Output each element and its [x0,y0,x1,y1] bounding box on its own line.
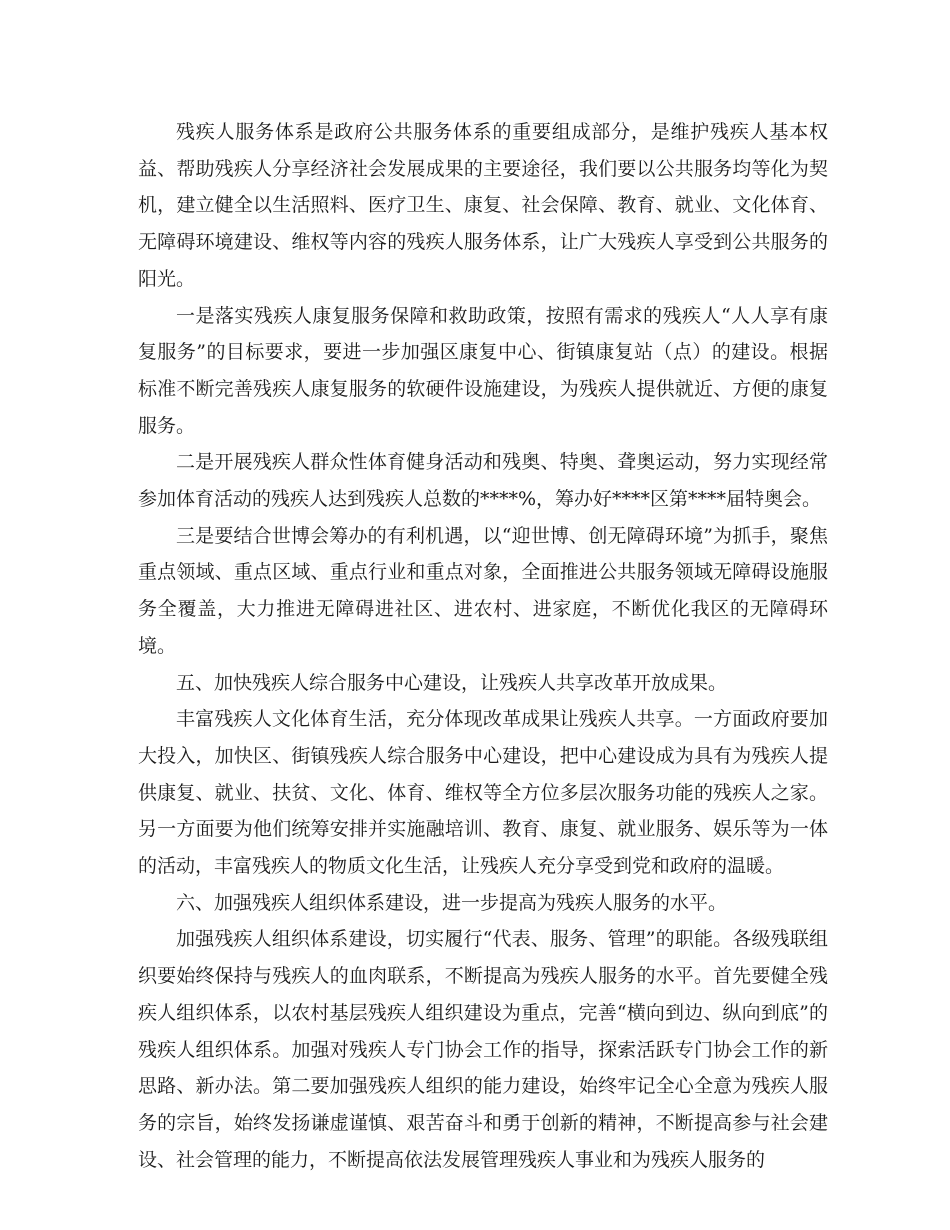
paragraph-accessibility: 三是要结合世博会筹办的有利机遇，以“迎世博、创无障碍环境”为抓手，聚焦重点领域、重点区域、重点行业和重点对象，全面推进公共服务领域无障碍设施服务全覆盖，大力推进无障碍进社区、进农村、进家庭，不断优化我区的无障碍环境。 [138,524,828,657]
paragraph-rehabilitation: 一是落实残疾人康复服务保障和救助政策，按照有需求的残疾人“人人享有康复服务”的目标要求，要进一步加强区康复中心、街镇康复站（点）的建设。根据标准不断完善残疾人康复服务的软硬件设施建设，为残疾人提供就近、方便的康复服务。 [138,304,828,437]
section-heading-five: 五、加快残疾人综合服务中心建设，让残疾人共享改革开放成果。 [176,671,728,694]
section-heading-six: 六、加强残疾人组织体系建设，进一步提高为残疾人服务的水平。 [176,891,728,914]
document-body [138,114,828,1178]
paragraph-service-center: 丰富残疾人文化体育生活，充分体现改革成果让残疾人共享。一方面政府要加大投入，加快区、街镇残疾人综合服务中心建设，把中心建设成为具有为残疾人提供康复、就业、扶贫、文化、体育、维权等全方位多层次服务功能的残疾人之家。另一方面要为他们统筹安排并实施融培训、教育、康复、就业服务、娱乐等为一体的活动，丰富残疾人的物质文化生活，让残疾人充分享受到党和政府的温暖。 [138,708,828,878]
paragraph-sports: 二是开展残疾人群众性体育健身活动和残奥、特奥、聋奥运动，努力实现经常参加体育活动的残疾人达到残疾人总数的****%，筹办好****区第****届特奥会。 [138,451,828,511]
paragraph-organization: 加强残疾人组织体系建设，切实履行“代表、服务、管理”的职能。各级残联组织要始终保持与残疾人的血肉联系，不断提高为残疾人服务的水平。首先要健全残疾人组织体系，以农村基层残疾人组织建设为重点，完善“横向到边、纵向到底”的残疾人组织体系。加强对残疾人专门协会工作的指导，探索活跃专门协会工作的新思路、新办法。第二要加强残疾人组织的能力建设，始终牢记全心全意为残疾人服务的宗旨，始终发扬谦虚谨慎、艰苦奋斗和勇于创新的精神，不断提高参与社会建设、社会管理的能力，不断提高依法发展管理残疾人事业和为残疾人服务的 [138,928,828,1171]
paragraph-service-system: 残疾人服务体系是政府公共服务体系的重要组成部分，是维护残疾人基本权益、帮助残疾人分享经济社会发展成果的主要途径，我们要以公共服务均等化为契机，建立健全以生活照料、医疗卫生、康复、社会保障、教育、就业、文化体育、无障碍环境建设、维权等内容的残疾人服务体系，让广大残疾人享受到公共服务的阳光。 [138,121,828,290]
